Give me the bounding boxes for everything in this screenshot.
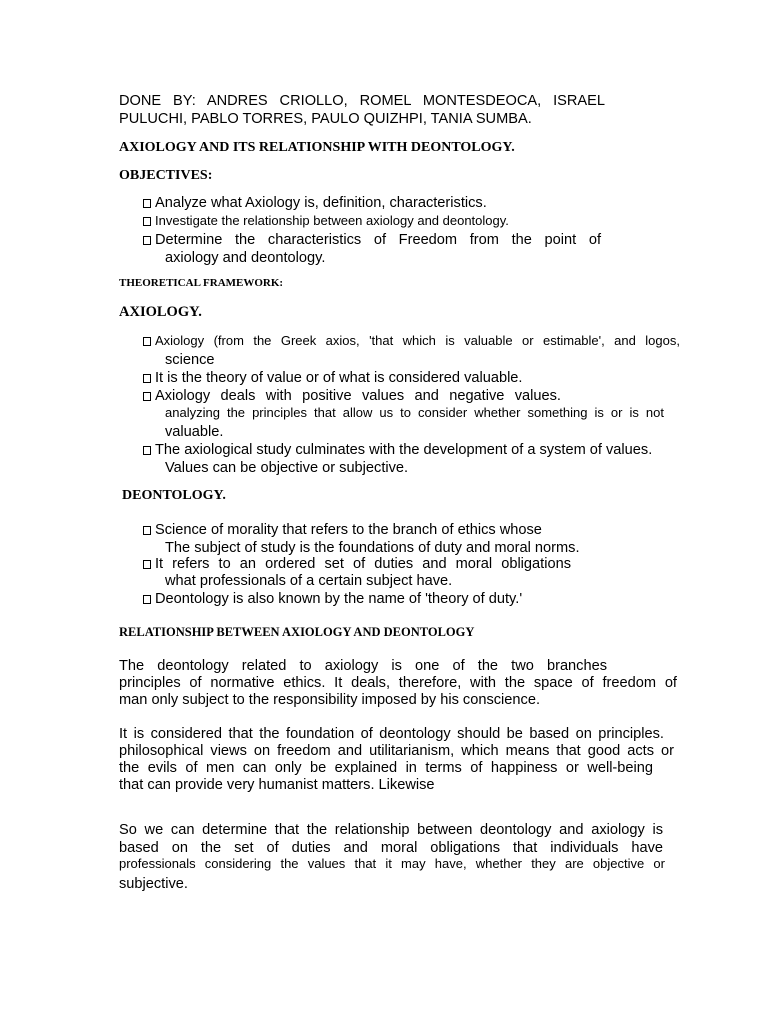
deontology-item-continued: The subject of study is the foundations of duty and moral norms. xyxy=(165,540,580,556)
relationship-p2-line: the evils of men can only be explained in terms of happiness or well-being xyxy=(119,760,653,776)
document-title: AXIOLOGY AND ITS RELATIONSHIP WITH DEONTOLOGY. xyxy=(119,140,515,155)
deontology-item: It refers to an ordered set of duties and moral obligations xyxy=(143,556,571,573)
authors-line-1: DONE BY: ANDRES CRIOLLO, ROMEL MONTESDEOCA, ISRAEL xyxy=(119,93,605,109)
relationship-p1-line: The deontology related to axiology is one of the two branches xyxy=(119,658,607,674)
objective-item: Determine the characteristics of Freedom from the point of xyxy=(143,232,601,249)
checkbox-icon xyxy=(143,446,151,455)
axiology-item-continued: science xyxy=(165,352,215,368)
relationship-p3-line: subjective. xyxy=(119,876,188,892)
axiology-heading: AXIOLOGY. xyxy=(119,304,202,320)
relationship-heading: RELATIONSHIP BETWEEN AXIOLOGY AND DEONTOLOGY xyxy=(119,625,475,639)
checkbox-icon xyxy=(143,595,151,604)
relationship-p1-line: principles of normative ethics. It deals, therefore, with the space of freedom of xyxy=(119,675,677,691)
deontology-item-continued: what professionals of a certain subject have. xyxy=(165,573,453,589)
deontology-heading: DEONTOLOGY. xyxy=(122,488,226,503)
axiology-item: It is the theory of value or of what is considered valuable. xyxy=(143,370,522,387)
axiology-item: The axiological study culminates with the development of a system of values. xyxy=(143,442,652,459)
checkbox-icon xyxy=(143,560,151,569)
relationship-p2-line: that can provide very humanist matters. Likewise xyxy=(119,777,435,793)
relationship-p2-line: It is considered that the foundation of deontology should be based on principles. xyxy=(119,726,664,742)
axiology-item-continued: analyzing the principles that allow us to consider whether something is or is not xyxy=(165,405,664,420)
objective-item: Investigate the relationship between axiology and deontology. xyxy=(143,214,509,229)
objective-item-continued: axiology and deontology. xyxy=(165,250,326,266)
checkbox-icon xyxy=(143,526,151,535)
checkbox-icon xyxy=(143,374,151,383)
authors-line-2: PULUCHI, PABLO TORRES, PAULO QUIZHPI, TANIA SUMBA. xyxy=(119,111,532,127)
checkbox-icon xyxy=(143,337,151,346)
relationship-p1-line: man only subject to the responsibility imposed by his conscience. xyxy=(119,692,541,708)
checkbox-icon xyxy=(143,392,151,401)
objective-item: Analyze what Axiology is, definition, characteristics. xyxy=(143,195,487,212)
axiology-item-continued: Values can be objective or subjective. xyxy=(165,460,409,476)
relationship-p3-line: So we can determine that the relationship between deontology and axiology is xyxy=(119,822,663,838)
checkbox-icon xyxy=(143,236,151,245)
checkbox-icon xyxy=(143,199,151,208)
framework-heading: THEORETICAL FRAMEWORK: xyxy=(119,277,284,289)
relationship-p3-line: professionals considering the values that it may have, whether they are objective or xyxy=(119,856,665,871)
relationship-p3-line: based on the set of duties and moral obligations that individuals have xyxy=(119,840,663,856)
relationship-p2-line: philosophical views on freedom and utilitarianism, which means that good acts or xyxy=(119,743,674,759)
deontology-item: Deontology is also known by the name of 'theory of duty.' xyxy=(143,591,522,608)
axiology-item: Axiology (from the Greek axios, 'that which is valuable or estimable', and logos, xyxy=(143,334,680,349)
deontology-item: Science of morality that refers to the branch of ethics whose xyxy=(143,522,542,539)
axiology-item: Axiology deals with positive values and negative values. xyxy=(143,388,561,405)
axiology-item-continued: valuable. xyxy=(165,424,224,440)
objectives-heading: OBJECTIVES: xyxy=(119,168,213,183)
checkbox-icon xyxy=(143,217,151,226)
